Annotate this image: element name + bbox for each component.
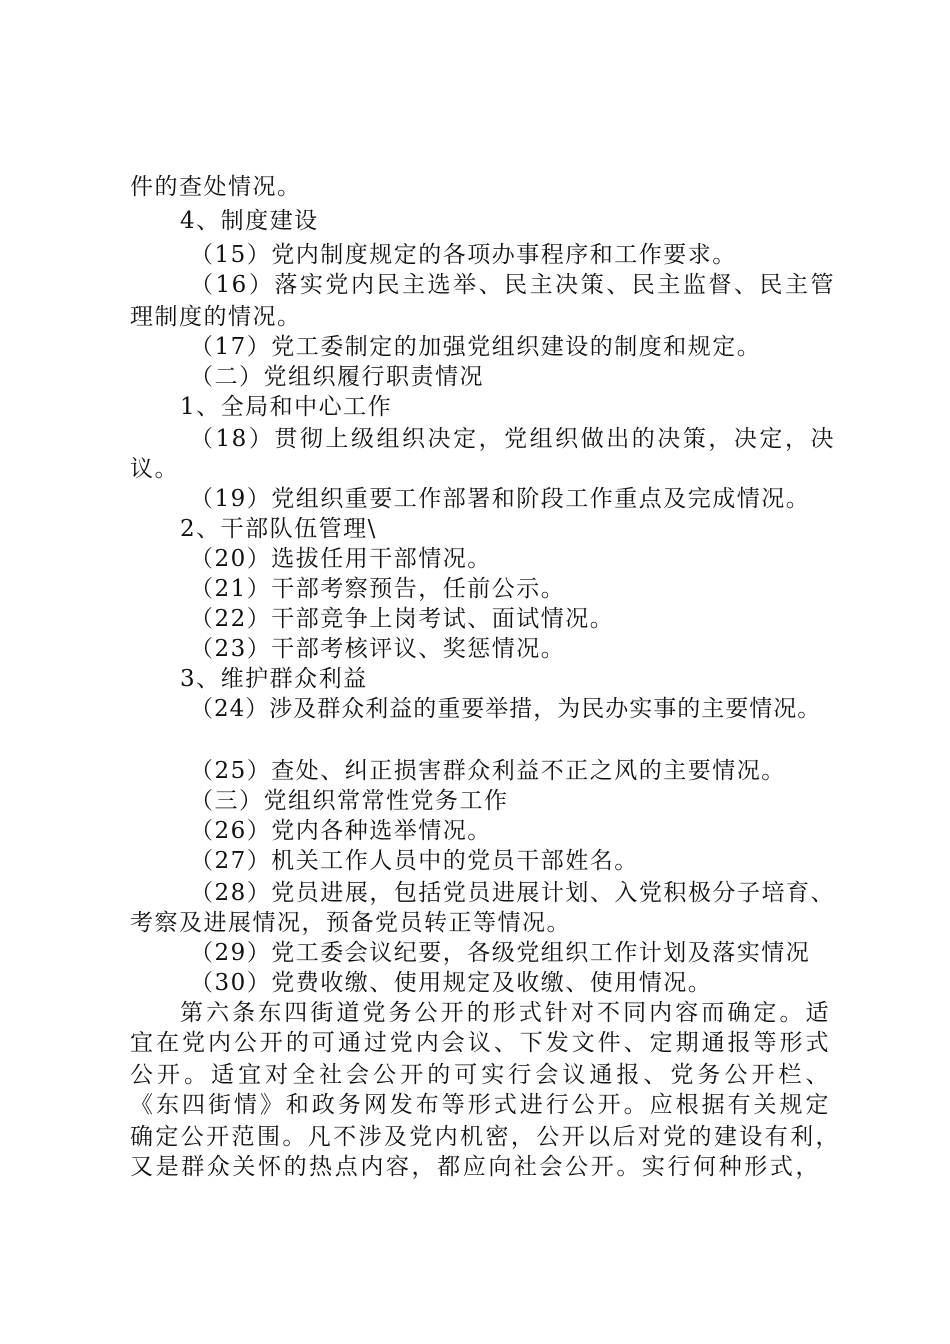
text-line: （25）查处、纠正损害群众利益不正之风的主要情况。 — [190, 758, 786, 784]
text-line: （21）干部考察预告，任前公示。 — [190, 576, 566, 602]
section-heading: （二）党组织履行职责情况 — [190, 364, 484, 390]
text-line: （15）党内制度规定的各项办事程序和工作要求。 — [190, 242, 737, 268]
text-line: （28）党员进展，包括党员进展计划、入党积极分子培育、 — [190, 880, 835, 906]
text-line: （17）党工委制定的加强党组织建设的制度和规定。 — [190, 334, 762, 360]
paragraph-line: 《东四街情》和政务网发布等形式进行公开。应根据有关规定 — [130, 1092, 830, 1118]
text-line: （29）党工委会议纪要，各级党组织工作计划及落实情况 — [190, 940, 811, 966]
section-heading: 3、维护群众利益 — [180, 666, 368, 692]
section-heading: 1、全局和中心工作 — [180, 394, 393, 420]
text-line: （30）党费收缴、使用规定及收缴、使用情况。 — [190, 970, 713, 996]
paragraph-line: 确定公开范围。凡不涉及党内机密，公开以后对党的建设有利， — [130, 1124, 840, 1150]
text-line: 考察及进展情况，预备党员转正等情况。 — [130, 910, 571, 936]
paragraph-line: 宜在党内公开的可通过党内会议、下发文件、定期通报等形式 — [130, 1030, 830, 1056]
text-line: 理制度的情况。 — [130, 304, 302, 330]
text-line: （22）干部竞争上岗考试、面试情况。 — [190, 606, 615, 632]
section-heading: （三）党组织常常性党务工作 — [190, 788, 509, 814]
text-line: 件的查处情况。 — [130, 174, 302, 200]
paragraph-line: 又是群众关怀的热点内容，都应向社会公开。实行何种形式， — [130, 1154, 820, 1180]
text-line: （24）涉及群众利益的重要举措，为民办实事的主要情况。 — [190, 696, 822, 722]
paragraph-line: 公开。适宜对全社会公开的可实行会议通报、党务公开栏、 — [130, 1062, 830, 1088]
text-line: （18）贯彻上级组织决定，党组织做出的决策，决定，决 — [190, 426, 835, 452]
text-line: （20）选拔任用干部情况。 — [190, 546, 492, 572]
section-heading: 2、干部队伍管理\ — [180, 516, 377, 542]
text-line: （23）干部考核评议、奖惩情况。 — [190, 636, 566, 662]
text-line: （19）党组织重要工作部署和阶段工作重点及完成情况。 — [190, 486, 811, 512]
text-line: 议。 — [130, 456, 179, 482]
paragraph-line: 第六条东四街道党务公开的形式针对不同内容而确定。适 — [180, 1000, 830, 1026]
text-line: （26）党内各种选举情况。 — [190, 818, 492, 844]
text-line: （16）落实党内民主选举、民主决策、民主监督、民主管 — [190, 272, 835, 298]
section-heading: 4、制度建设 — [180, 208, 319, 234]
text-line: （27）机关工作人员中的党员干部姓名。 — [190, 848, 639, 874]
